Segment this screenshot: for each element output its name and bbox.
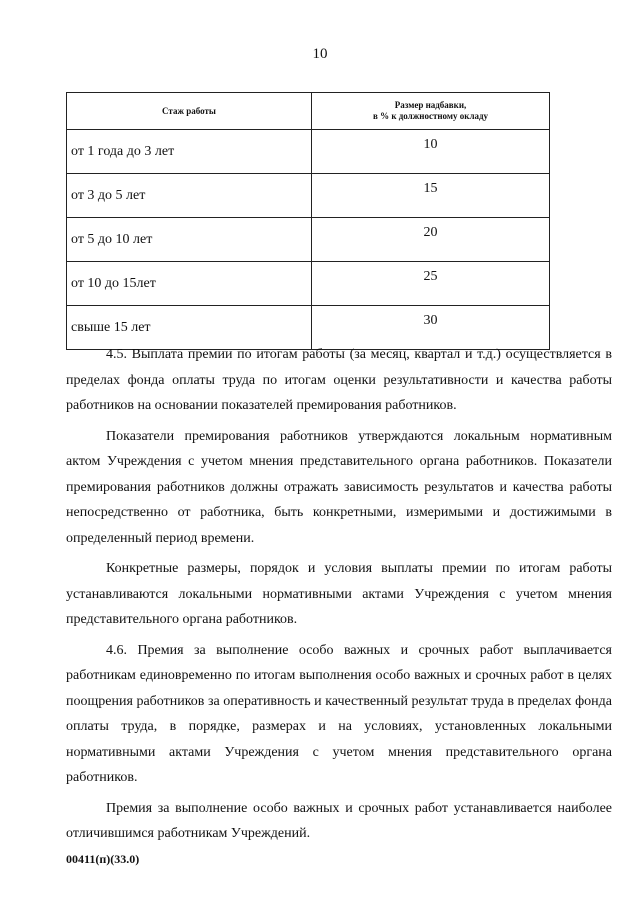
cell-experience: от 3 до 5 лет <box>67 174 312 218</box>
cell-value: 25 <box>312 262 550 306</box>
cell-experience: свыше 15 лет <box>67 306 312 350</box>
header-bonus-line2: в % к должностному окладу <box>372 111 489 121</box>
bonus-table <box>66 92 550 350</box>
cell-experience: от 10 до 15лет <box>67 262 312 306</box>
paragraph-bonus-conditions: Конкретные размеры, порядок и условия выплаты премии по итогам работы устанавливаются локальными нормативными актами Учреждения с учетом мнения представительного органа работников. <box>66 561 612 627</box>
table-row <box>67 218 550 262</box>
cell-experience: от 1 года до 3 лет <box>67 130 312 174</box>
cell-experience: от 5 до 10 лет <box>67 218 312 262</box>
paragraph-bonus-indicators: Показатели премирования работников утверждаются локальным нормативным актом Учреждения с учетом мнения представительного органа работников. Показатели премирования работников должны отражать зависимость результатов и качества работы непосредственно от работника, быть конкретными, измеримыми и достижимыми в определенный период времени. <box>66 428 612 546</box>
header-experience: Стаж работы <box>67 93 312 130</box>
document-code: 00411(п)(33.0) <box>66 852 140 866</box>
cell-value: 30 <box>312 306 550 350</box>
table-row <box>67 130 550 174</box>
table-row <box>67 174 550 218</box>
cell-value: 15 <box>312 174 550 218</box>
body-text <box>66 342 612 847</box>
cell-value: 10 <box>312 130 550 174</box>
page-number: 10 <box>312 46 328 62</box>
table-row <box>67 262 550 306</box>
paragraph-4-5: 4.5. Выплата премии по итогам работы (за месяц, квартал и т.д.) осуществляется в пределах фонда оплаты труда по итогам оценки результативности и качества работы работников на основании показателей премирования работников. <box>66 347 612 413</box>
cell-value: 20 <box>312 218 550 262</box>
paragraph-4-6: 4.6. Премия за выполнение особо важных и срочных работ выплачивается работникам единовременно по итогам выполнения особо важных и срочных работ в целях поощрения работников за оперативность и качественный результат труда в пределах фонда оплаты труда, в порядке, размерах и на условиях, установленных локальными нормативными актами Учреждения с учетом мнения представительного органа работников. <box>66 642 612 785</box>
header-bonus <box>312 93 550 130</box>
header-bonus-line1: Размер надбавки, <box>394 100 467 110</box>
table-header-row <box>67 93 550 130</box>
paragraph-urgent-bonus: Премия за выполнение особо важных и срочных работ устанавливается наиболее отличившимся работникам Учреждений. <box>66 800 612 841</box>
